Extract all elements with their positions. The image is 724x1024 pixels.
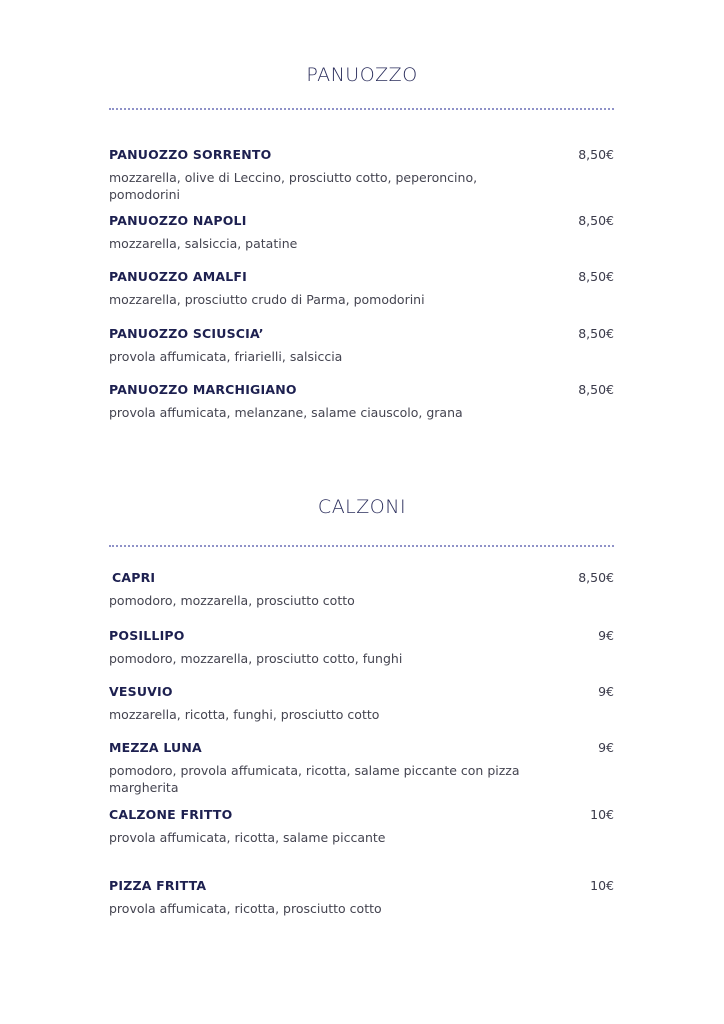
item-price: 9€: [598, 628, 614, 643]
item-description: mozzarella, salsiccia, patatine: [109, 236, 298, 251]
item-price: 9€: [598, 684, 614, 699]
dotted-divider: [109, 108, 614, 110]
item-price: 8,50€: [578, 382, 614, 397]
item-name: PANUOZZO SORRENTO: [109, 147, 272, 162]
item-price: 8,50€: [578, 213, 614, 228]
item-name: CALZONE FRITTO: [109, 807, 233, 822]
item-description: mozzarella, ricotta, funghi, prosciutto cotto: [109, 707, 380, 722]
item-price: 8,50€: [578, 326, 614, 341]
item-price: 9€: [598, 740, 614, 755]
item-description: pomodoro, mozzarella, prosciutto cotto: [109, 593, 355, 608]
item-name: POSILLIPO: [109, 628, 185, 643]
item-price: 8,50€: [578, 147, 614, 162]
item-description: mozzarella, prosciutto crudo di Parma, pomodorini: [109, 292, 425, 307]
section-title-calzoni: CALZONI: [317, 496, 407, 518]
item-description: provola affumicata, friarielli, salsiccia: [109, 349, 343, 364]
item-name: PANUOZZO AMALFI: [109, 269, 247, 284]
item-price: 8,50€: [578, 269, 614, 284]
item-description: provola affumicata, ricotta, prosciutto cotto: [109, 901, 382, 916]
item-price: 8,50€: [578, 570, 614, 585]
item-price: 10€: [590, 878, 614, 893]
item-name: VESUVIO: [109, 684, 173, 699]
item-name: CAPRI: [112, 570, 156, 585]
item-description: provola affumicata, melanzane, salame ciauscolo, grana: [109, 405, 463, 420]
item-price: 10€: [590, 807, 614, 822]
item-name: PANUOZZO NAPOLI: [109, 213, 247, 228]
section-title-panuozzo: PANUOZZO: [306, 64, 418, 86]
item-description: mozzarella, olive di Leccino, prosciutto cotto, peperoncino, pomodorini: [109, 170, 478, 202]
item-description: pomodoro, provola affumicata, ricotta, salame piccante con pizza margherita: [109, 763, 520, 795]
item-name: PANUOZZO SCIUSCIA’: [109, 326, 264, 341]
item-name: PIZZA FRITTA: [109, 878, 207, 893]
item-description: provola affumicata, ricotta, salame piccante: [109, 830, 386, 845]
dotted-divider: [109, 545, 614, 547]
item-description: pomodoro, mozzarella, prosciutto cotto, funghi: [109, 651, 403, 666]
item-name: MEZZA LUNA: [109, 740, 202, 755]
item-name: PANUOZZO MARCHIGIANO: [109, 382, 297, 397]
